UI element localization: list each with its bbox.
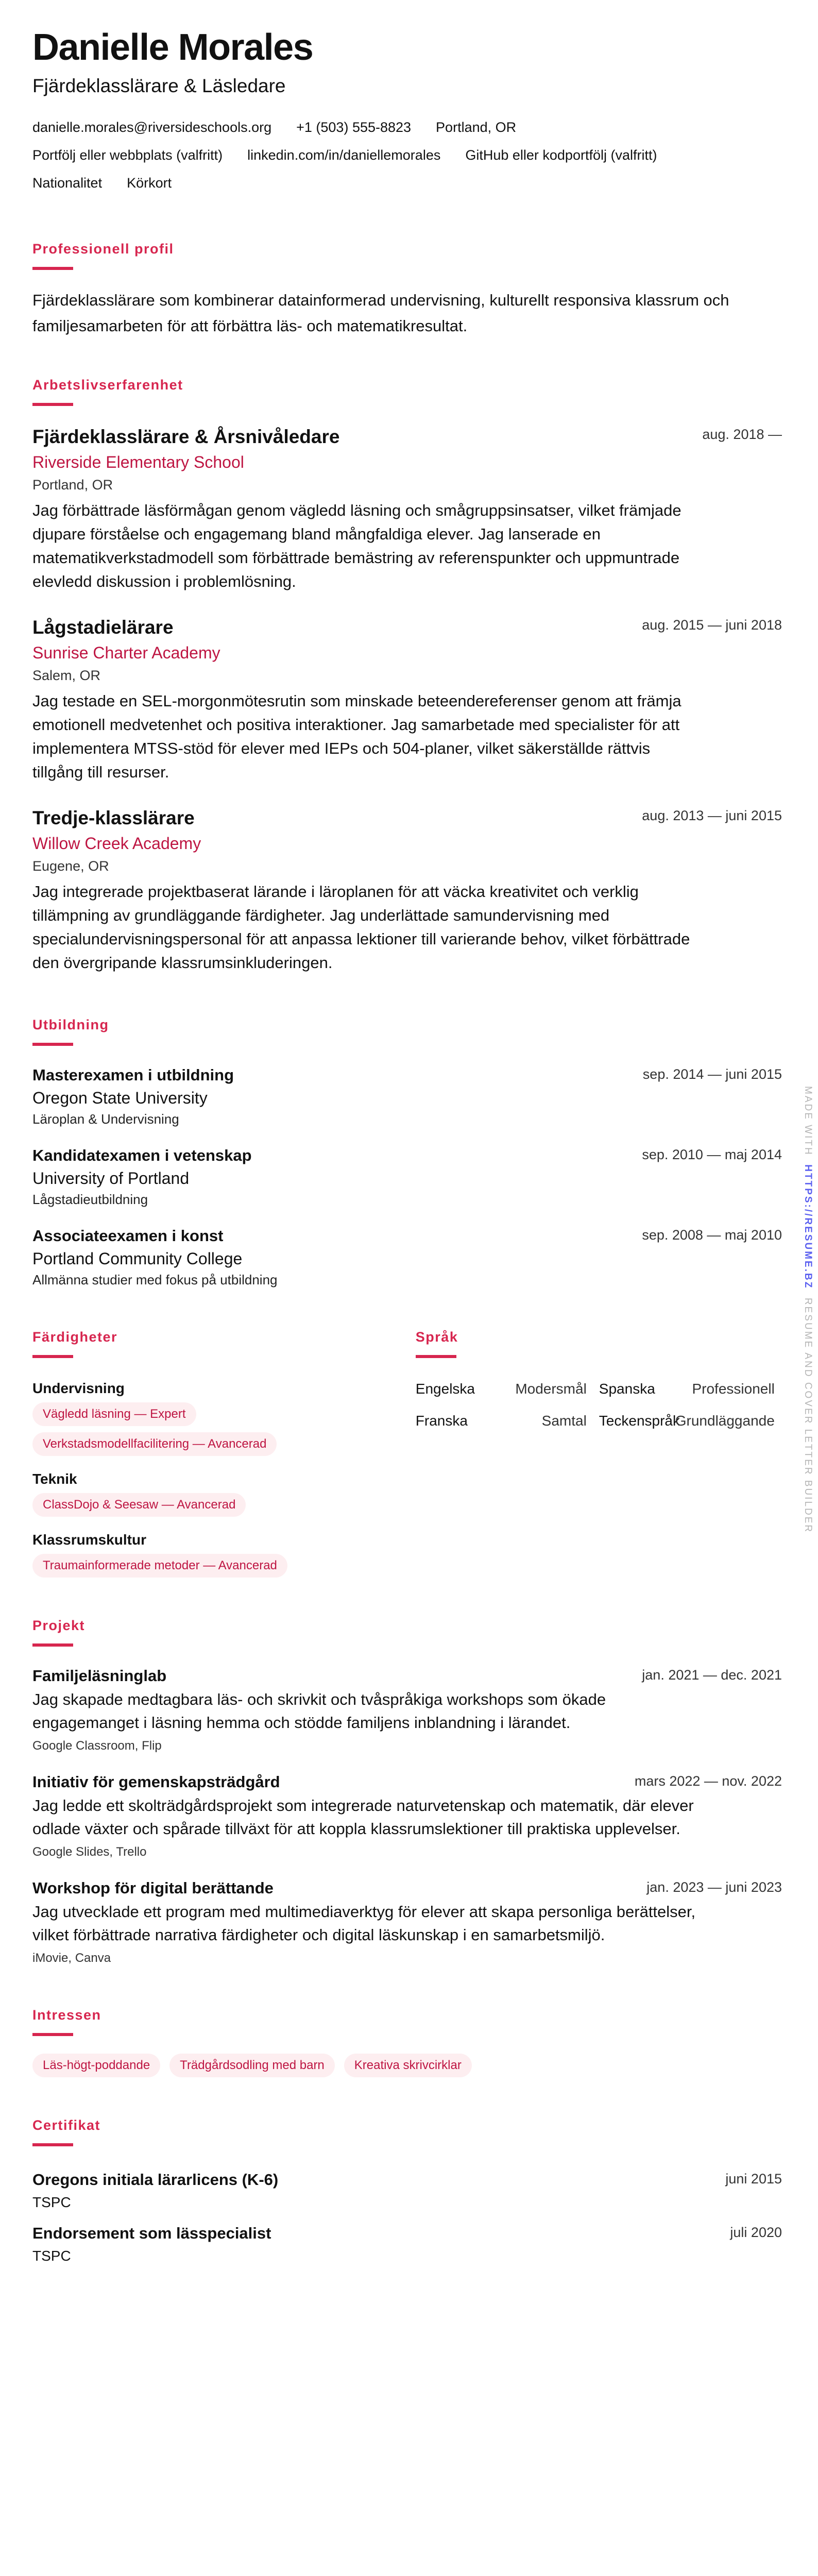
certificate-date: juli 2020 bbox=[730, 2225, 782, 2240]
job-company: Sunrise Charter Academy bbox=[32, 643, 220, 662]
job-company: Willow Creek Academy bbox=[32, 834, 201, 853]
resume-header bbox=[32, 0, 782, 197]
project-tech: Google Classroom, Flip bbox=[32, 1739, 162, 1753]
language-level: Samtal bbox=[541, 1413, 587, 1429]
job-location: Portland, OR bbox=[32, 477, 113, 493]
skills-languages-row bbox=[32, 1328, 782, 1578]
contact-nationality: Nationalitet bbox=[32, 175, 103, 191]
language-name: Spanska bbox=[599, 1381, 655, 1397]
interests-section bbox=[32, 2006, 782, 2077]
job-description: Jag testade en SEL-morgonmötesrutin som minskade beteendereferenser genom att främja emotionell medvetenhet och positiva interaktioner. Jag samarbetade med specialister för att implementera MTSS-stöd för elever med IEPs och 504-planer, vilket säkerställde rättvis tillgång till resurser. bbox=[32, 692, 681, 781]
certificates-section bbox=[32, 2116, 782, 2267]
project-date: jan. 2023 — juni 2023 bbox=[646, 1879, 782, 1895]
contact-github[interactable]: GitHub eller kodportfölj (valfritt) bbox=[465, 147, 657, 163]
language-level: Professionell bbox=[692, 1381, 775, 1397]
certificate-issuer: TSPC bbox=[32, 2248, 71, 2264]
languages-section bbox=[416, 1328, 782, 1578]
section-underline bbox=[32, 1355, 73, 1358]
project-tech: Google Slides, Trello bbox=[32, 1845, 147, 1859]
candidate-title: Fjärdeklasslärare & Läsledare bbox=[32, 75, 286, 96]
language-name: Teckenspråk bbox=[599, 1413, 680, 1429]
degree: Masterexamen i utbildning bbox=[32, 1066, 234, 1084]
contact-location: Portland, OR bbox=[436, 120, 517, 135]
contact-portfolio[interactable]: Portfölj eller webbplats (valfritt) bbox=[32, 147, 223, 163]
section-underline bbox=[32, 1043, 73, 1046]
experience-item bbox=[32, 425, 782, 594]
job-date: aug. 2015 — juni 2018 bbox=[642, 617, 782, 633]
project-item bbox=[32, 1771, 782, 1861]
section-underline bbox=[32, 2143, 73, 2146]
profile-text: Fjärdeklasslärare som kombinerar datainformerad undervisning, kulturellt responsiva klassrum och familjesamarbeten för att förbättra läs- och matematikresultat. bbox=[32, 291, 729, 335]
experience-item bbox=[32, 615, 782, 784]
job-title: Tredje-klasslärare bbox=[32, 807, 195, 828]
project-title: Initiativ för gemenskapsträdgård bbox=[32, 1773, 280, 1791]
watermark-link[interactable]: HTTPS://RESUME.BZ bbox=[803, 1164, 813, 1290]
job-title: Lågstadielärare bbox=[32, 617, 174, 638]
project-description: Jag utvecklade ett program med multimediaverktyg för elever att skapa personliga berättelser, vilket förbättrade narrativa färdigheter och digital läskunskap i en samarbetsmiljö. bbox=[32, 1903, 696, 1944]
school: Portland Community College bbox=[32, 1249, 243, 1268]
interest-list bbox=[32, 2054, 782, 2077]
degree: Associateexamen i konst bbox=[32, 1227, 224, 1245]
project-title: Workshop för digital berättande bbox=[32, 1879, 274, 1897]
language-list bbox=[416, 1379, 782, 1431]
job-company: Riverside Elementary School bbox=[32, 453, 244, 471]
section-heading: Certifikat bbox=[32, 2117, 101, 2133]
school: Oregon State University bbox=[32, 1089, 208, 1107]
contact-linkedin[interactable]: linkedin.com/in/daniellemorales bbox=[247, 147, 441, 163]
contact-info bbox=[32, 113, 782, 197]
section-heading: Arbetslivserfarenhet bbox=[32, 377, 183, 393]
certificate-name: Endorsement som lässpecialist bbox=[32, 2224, 271, 2242]
job-location: Salem, OR bbox=[32, 668, 101, 683]
job-description: Jag integrerade projektbaserat lärande i läroplanen för att väcka kreativitet och verklig tillämpning av grundläggande färdigheter. Jag underlättade samundervisning med specialundervisningspersonal för att anpassa lektioner till varierande behov, vilket förbättrade den övergripande klassrumsinkluderingen. bbox=[32, 883, 690, 972]
interest-chip: Trädgårdsodling med barn bbox=[169, 2054, 335, 2077]
section-heading: Utbildning bbox=[32, 1017, 109, 1032]
certificate-item bbox=[32, 2169, 782, 2213]
education-date: sep. 2014 — juni 2015 bbox=[642, 1066, 782, 1082]
section-heading: Färdigheter bbox=[32, 1329, 118, 1345]
section-heading: Professionell profil bbox=[32, 241, 174, 257]
skills-section bbox=[32, 1328, 416, 1578]
project-date: jan. 2021 — dec. 2021 bbox=[642, 1667, 782, 1683]
projects-section bbox=[32, 1617, 782, 1967]
education-item bbox=[32, 1145, 782, 1209]
job-date: aug. 2018 — bbox=[702, 427, 782, 442]
resume-page bbox=[32, 0, 782, 2298]
skill-chip: Vägledd läsning — Expert bbox=[32, 1402, 196, 1426]
job-description: Jag förbättrade läsförmågan genom vägledd läsning och smågruppsinsatser, vilket främjade djupare förståelse och engagemang bland mångfaldiga elever. Jag lanserade en matematikverkstadmodell som förbättrade bemästring av referenspunkter och uppmuntrade elevledd diskussion i problemlösning. bbox=[32, 501, 681, 590]
experience-section bbox=[32, 376, 782, 975]
job-location: Eugene, OR bbox=[32, 858, 109, 874]
contact-license: Körkort bbox=[127, 175, 172, 191]
section-heading: Intressen bbox=[32, 2007, 101, 2023]
degree: Kandidatexamen i vetenskap bbox=[32, 1146, 252, 1164]
project-title: Familjeläsninglab bbox=[32, 1667, 167, 1685]
contact-phone[interactable]: +1 (503) 555-8823 bbox=[296, 120, 412, 135]
certificate-item bbox=[32, 2223, 782, 2267]
section-underline bbox=[416, 1355, 456, 1358]
section-heading: Språk bbox=[415, 1329, 458, 1345]
certificate-issuer: TSPC bbox=[32, 2194, 71, 2210]
language-level: Modersmål bbox=[515, 1381, 587, 1397]
project-item bbox=[32, 1665, 782, 1755]
job-date: aug. 2013 — juni 2015 bbox=[642, 808, 782, 823]
section-underline bbox=[32, 267, 73, 270]
contact-email[interactable]: danielle.morales@riversideschools.org bbox=[32, 120, 272, 135]
skill-group-title: Undervisning bbox=[32, 1380, 125, 1396]
education-section bbox=[32, 1016, 782, 1289]
project-description: Jag skapade medtagbara läs- och skrivkit och tvåspråkiga workshops som ökade engagemanget i läsning hemma och stödde familjens inblandning i lärandet. bbox=[32, 1690, 606, 1732]
language-level: Grundläggande bbox=[675, 1413, 775, 1429]
watermark-suffix: RESUME AND COVER LETTER BUILDER bbox=[803, 1297, 813, 1534]
candidate-name: Danielle Morales bbox=[32, 27, 313, 68]
education-detail: Läroplan & Undervisning bbox=[32, 1111, 179, 1127]
language-name: Engelska bbox=[415, 1381, 475, 1397]
education-item bbox=[32, 1064, 782, 1128]
skill-chip: Traumainformerade metoder — Avancerad bbox=[32, 1554, 287, 1578]
job-title: Fjärdeklasslärare & Årsnivåledare bbox=[32, 426, 340, 447]
education-date: sep. 2008 — maj 2010 bbox=[642, 1227, 782, 1243]
language-name: Franska bbox=[415, 1413, 468, 1429]
section-underline bbox=[32, 403, 73, 406]
education-detail: Lågstadieutbildning bbox=[32, 1192, 148, 1207]
skill-group-title: Teknik bbox=[32, 1471, 77, 1487]
school: University of Portland bbox=[32, 1169, 190, 1188]
section-underline bbox=[32, 2033, 73, 2036]
skill-group-title: Klassrumskultur bbox=[32, 1532, 146, 1548]
skill-chip: Verkstadsmodellfacilitering — Avancerad bbox=[32, 1432, 277, 1456]
interest-chip: Läs-högt-poddande bbox=[32, 2054, 160, 2077]
project-date: mars 2022 — nov. 2022 bbox=[634, 1773, 782, 1789]
certificate-name: Oregons initiala lärarlicens (K-6) bbox=[32, 2171, 279, 2189]
section-underline bbox=[32, 1643, 73, 1647]
section-heading: Projekt bbox=[32, 1618, 86, 1633]
education-date: sep. 2010 — maj 2014 bbox=[642, 1147, 782, 1162]
project-description: Jag ledde ett skolträdgårdsprojekt som integrerade naturvetenskap och matematik, där elever odlade växter och spårade tillväxt för att koppla klassrumslektioner till praktiska upplevelser. bbox=[32, 1797, 694, 1838]
profile-section bbox=[32, 240, 782, 339]
project-item bbox=[32, 1877, 782, 1967]
watermark-prefix: MADE WITH bbox=[803, 1086, 813, 1156]
project-tech: iMovie, Canva bbox=[32, 1951, 111, 1965]
interest-chip: Kreativa skrivcirklar bbox=[344, 2054, 472, 2077]
watermark bbox=[802, 1086, 813, 1534]
skill-chip: ClassDojo & Seesaw — Avancerad bbox=[32, 1493, 246, 1517]
education-item bbox=[32, 1225, 782, 1289]
certificate-date: juni 2015 bbox=[725, 2171, 782, 2187]
experience-item bbox=[32, 806, 782, 975]
education-detail: Allmänna studier med fokus på utbildning bbox=[32, 1272, 278, 1287]
